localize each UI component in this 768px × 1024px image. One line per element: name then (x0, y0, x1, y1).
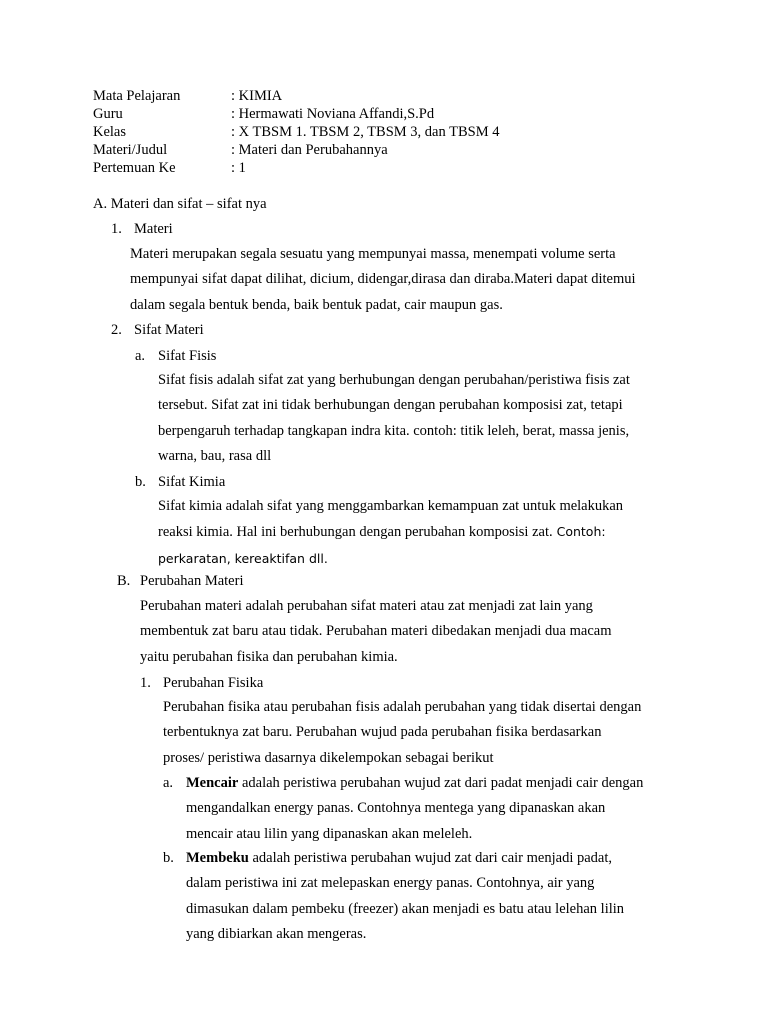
paragraph-line: Materi merupakan segala sesuatu yang mempunyai massa, menempati volume serta (130, 246, 616, 262)
paragraph-line: membentuk zat baru atau tidak. Perubahan materi dibedakan menjadi dua macam (140, 623, 612, 640)
paragraph-line: dimasukan dalam pembeku (freezer) akan menjadi es batu atau lelehan lilin (186, 900, 625, 917)
header-value: : Materi dan Perubahannya (231, 142, 388, 158)
header-label: Materi/Judul (93, 142, 168, 158)
mencair-item (163, 771, 693, 847)
paragraph-line: terbentuknya zat baru. Perubahan wujud pada perubahan fisika berdasarkan (163, 724, 602, 741)
paragraph-line: Perubahan materi adalah perubahan sifat materi atau zat menjadi zat lain yang (140, 598, 593, 614)
paragraph-line: yaitu perubahan fisika dan perubahan kimia. (140, 648, 398, 665)
paragraph-line: proses/ peristiwa dasarnya dikelempokan sebagai berikut (163, 749, 494, 766)
paragraph-line: perkaratan, kereaktifan dll. (158, 550, 328, 566)
list-marker: b. (135, 474, 146, 490)
paragraph-line: dalam peristiwa ini zat melepaskan energy panas. Contohnya, air yang (186, 875, 595, 892)
perubahan-fisika-paragraph (163, 695, 641, 771)
document-header (93, 87, 499, 177)
header-row-subject (93, 87, 499, 105)
list-number: 1. (111, 221, 122, 237)
membeku-item (163, 846, 693, 948)
header-label: Pertemuan Ke (93, 160, 176, 176)
term-membeku: Membeku (186, 850, 249, 866)
paragraph-line (186, 846, 624, 871)
paragraph-text: Contoh: (552, 524, 606, 540)
header-value: : X TBSM 1. TBSM 2, TBSM 3, dan TBSM 4 (231, 124, 500, 140)
subitem-title: Sifat Kimia (158, 474, 226, 490)
sifat-fisis-paragraph (158, 368, 630, 469)
list-number: 2. (111, 322, 122, 338)
paragraph-line: tersebut. Sifat zat ini tidak berhubungan dengan perubahan komposisi zat, tetapi (158, 397, 623, 414)
header-row-teacher (93, 105, 499, 123)
section-marker: B. (117, 573, 131, 589)
header-label: Mata Pelajaran (93, 88, 181, 104)
paragraph-line: yang dibiarkan akan mengeras. (186, 925, 367, 942)
item-title: Materi (134, 221, 173, 237)
section-title: Perubahan Materi (140, 573, 244, 589)
paragraph-text: adalah peristiwa perubahan wujud zat dari padat menjadi cair dengan (238, 775, 644, 791)
subitem-title: Sifat Fisis (158, 348, 217, 364)
paragraph-line: Sifat kimia adalah sifat yang menggambarkan kemampuan zat untuk melakukan (158, 498, 624, 514)
header-row-class (93, 123, 499, 141)
sifat-kimia-paragraph (158, 494, 623, 571)
paragraph-line: mempunyai sifat dapat dilihat, dicium, didengar,dirasa dan diraba.Materi dapat ditemui (130, 271, 636, 288)
paragraph-line: Perubahan fisika atau perubahan fisis adalah perubahan yang tidak disertai dengan (163, 699, 642, 715)
paragraph-line: Sifat fisis adalah sifat zat yang berhubungan dengan perubahan/peristiwa fisis zat (158, 372, 630, 388)
header-value: : Hermawati Noviana Affandi,S.Pd (231, 106, 435, 122)
mencair-body (186, 771, 643, 847)
paragraph-text: adalah peristiwa perubahan wujud zat dari cair menjadi padat, (248, 850, 612, 866)
header-row-meeting (93, 159, 499, 177)
materi-paragraph (130, 242, 636, 318)
list-number: 1. (140, 675, 151, 691)
paragraph-line: warna, bau, rasa dll (158, 447, 272, 464)
header-value: : KIMIA (231, 88, 283, 104)
paragraph-line: mencair atau lilin yang dipanaskan akan meleleh. (186, 825, 473, 842)
item-title: Perubahan Fisika (163, 675, 264, 691)
paragraph-line: berpengaruh terhadap tangkapan indra kita. contoh: titik leleh, berat, massa jenis, (158, 422, 630, 439)
paragraph-line: mengandalkan energy panas. Contohnya mentega yang dipanaskan akan (186, 800, 606, 817)
paragraph-line (158, 519, 623, 545)
header-row-topic (93, 141, 499, 159)
header-label: Kelas (93, 124, 127, 140)
section-a-heading: A. Materi dan sifat – sifat nya (93, 196, 267, 212)
term-mencair: Mencair (186, 775, 239, 791)
paragraph-line: dalam segala bentuk benda, baik bentuk padat, cair maupun gas. (130, 296, 503, 313)
perubahan-materi-paragraph (140, 594, 611, 670)
paragraph-line (186, 771, 643, 796)
membeku-body (186, 846, 624, 947)
item-title: Sifat Materi (134, 322, 204, 338)
list-marker: b. (163, 850, 174, 866)
list-marker: a. (163, 775, 174, 791)
header-value: : 1 (231, 160, 246, 176)
list-marker: a. (135, 348, 146, 364)
paragraph-text: reaksi kimia. Hal ini berhubungan dengan perubahan komposisi zat. (158, 524, 553, 541)
header-label: Guru (93, 106, 123, 122)
